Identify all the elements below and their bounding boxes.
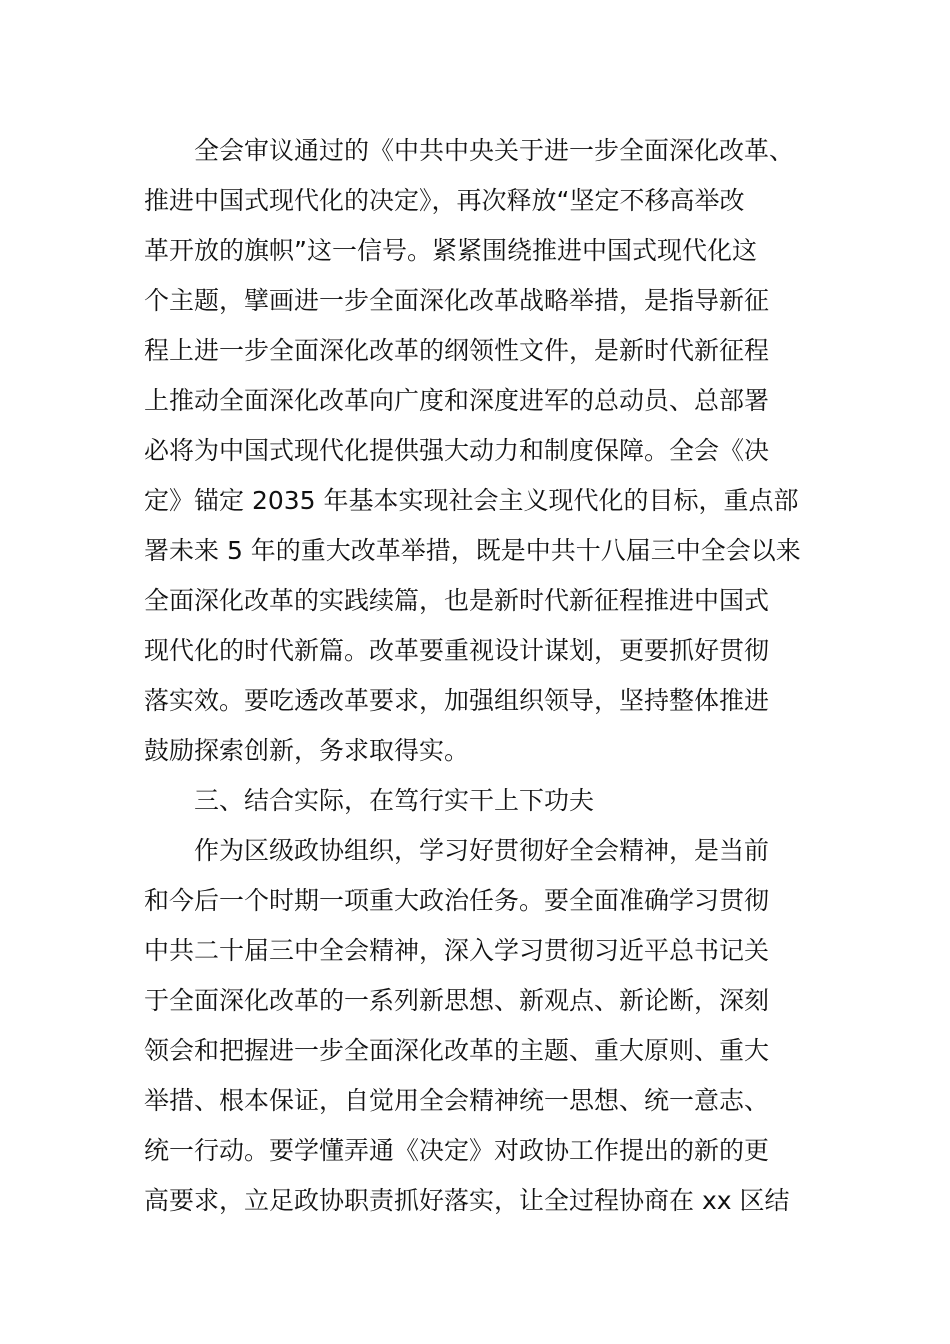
paragraph-line: 程上进一步全面深化改革的纲领性文件，是新时代新征程 xyxy=(144,336,770,365)
paragraph-line: 革开放的旗帜”这一信号。紧紧围绕推进中国式现代化这 xyxy=(144,236,757,265)
section-heading: 三、结合实际，在笃行实干上下功夫 xyxy=(194,786,595,815)
paragraph-line: 作为区级政协组织，学习好贯彻好全会精神，是当前 xyxy=(194,836,770,865)
paragraph-line: 于全面深化改革的一系列新思想、新观点、新论断，深刻 xyxy=(144,986,770,1015)
paragraph-line: 中共二十届三中全会精神，深入学习贯彻习近平总书记关 xyxy=(144,936,770,965)
paragraph-line: 全会审议通过的《中共中央关于进一步全面深化改革、 xyxy=(194,136,795,165)
document-body xyxy=(144,126,814,1226)
paragraph-1 xyxy=(144,126,814,776)
paragraph-line: 现代化的时代新篇。改革要重视设计谋划，更要抓好贯彻 xyxy=(144,636,770,665)
paragraph-line: 举措、根本保证，自觉用全会精神统一思想、统一意志、 xyxy=(144,1086,770,1115)
paragraph-line: 高要求，立足政协职责抓好落实，让全过程协商在 xx 区结 xyxy=(144,1186,790,1215)
paragraph-line: 落实效。要吃透改革要求，加强组织领导，坚持整体推进 xyxy=(144,686,770,715)
paragraph-line: 和今后一个时期一项重大政治任务。要全面准确学习贯彻 xyxy=(144,886,770,915)
paragraph-line: 推进中国式现代化的决定》，再次释放“坚定不移高举改 xyxy=(144,186,745,215)
paragraph-line: 领会和把握进一步全面深化改革的主题、重大原则、重大 xyxy=(144,1036,770,1065)
paragraph-line: 全面深化改革的实践续篇，也是新时代新征程推进中国式 xyxy=(144,586,770,615)
paragraph-line: 上推动全面深化改革向广度和深度进军的总动员、总部署 xyxy=(144,386,770,415)
paragraph-line: 统一行动。要学懂弄通《决定》对政协工作提出的新的更 xyxy=(144,1136,770,1165)
paragraph-2 xyxy=(144,826,814,1226)
paragraph-line: 定》锚定 2035 年基本实现社会主义现代化的目标，重点部 xyxy=(144,486,799,515)
paragraph-line: 鼓励探索创新，务求取得实。 xyxy=(144,736,470,765)
paragraph-line: 必将为中国式现代化提供强大动力和制度保障。全会《决 xyxy=(144,436,770,465)
paragraph-line: 个主题，擘画进一步全面深化改革战略举措，是指导新征 xyxy=(144,286,770,315)
paragraph-line: 署未来 5 年的重大改革举措，既是中共十八届三中全会以来 xyxy=(144,536,801,565)
